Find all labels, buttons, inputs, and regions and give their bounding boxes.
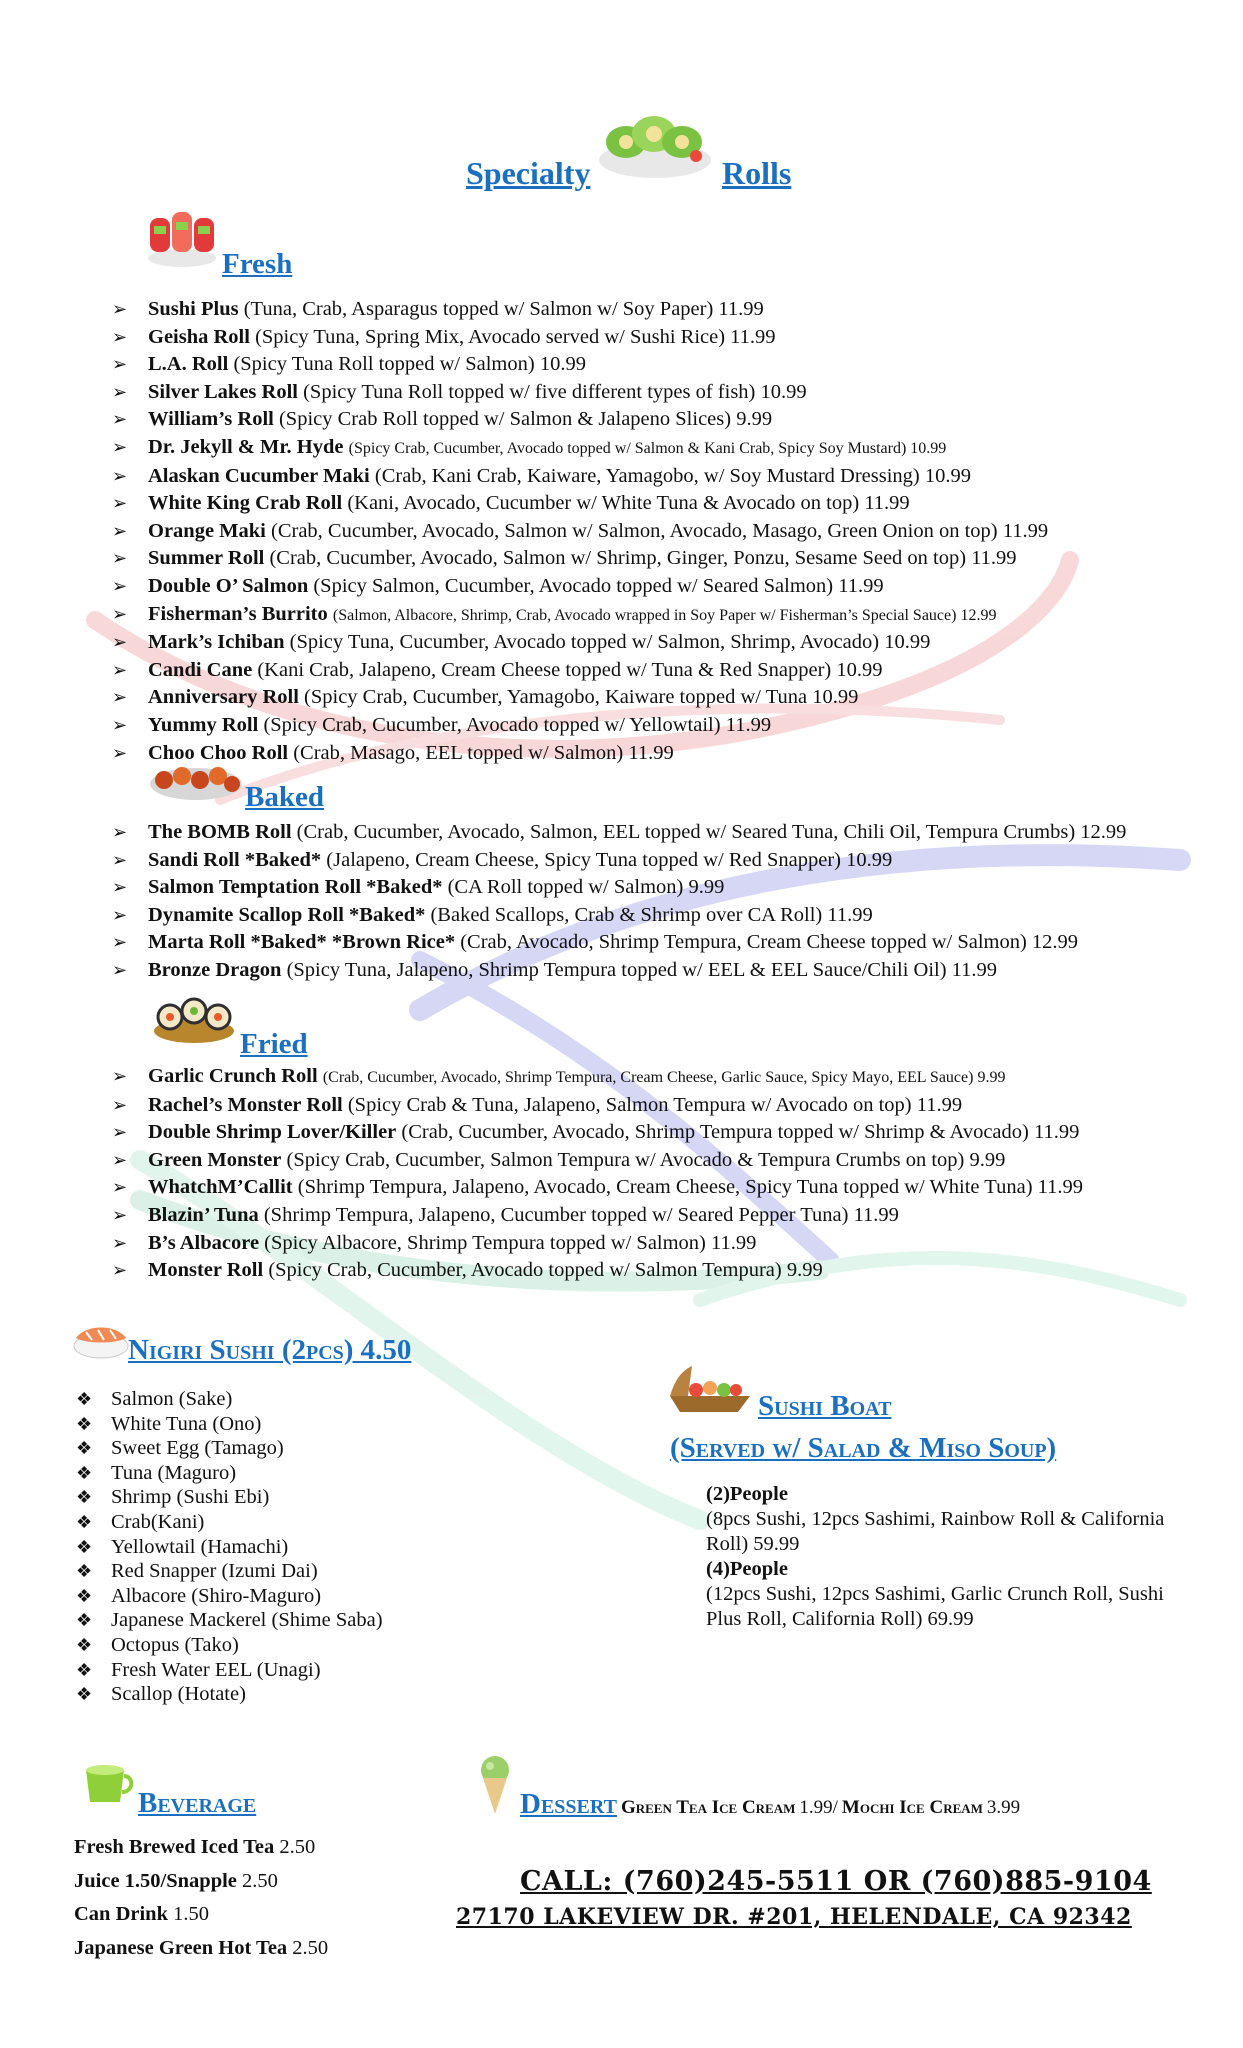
menu-item-description: (Spicy Crab, Cucumber, Avocado topped w/ Yellowtail) 11.99 <box>263 713 772 736</box>
nigiri-item-label: Fresh Water EEL (Unagi) <box>111 1658 321 1681</box>
menu-item <box>112 874 1126 902</box>
arrow-bullet-icon: ➢ <box>112 465 128 486</box>
menu-item <box>112 463 1048 491</box>
menu-item-name: WhatchM’Callit <box>148 1176 293 1199</box>
nigiri-item-label: Red Snapper (Izumi Dai) <box>111 1560 318 1583</box>
menu-item-description: (Jalapeno, Cream Cheese, Spicy Tuna topped w/ Red Snapper) 10.99 <box>326 848 893 871</box>
nigiri-item <box>74 1559 383 1584</box>
dessert-line <box>520 1790 1020 1819</box>
dessert-item-2-name: Mochi Ice Cream <box>841 1797 983 1818</box>
menu-item-description: (Spicy Crab, Cucumber, Avocado topped w/ Salmon & Kani Crab, Spicy Soy Mustard) 10.99 <box>348 439 947 457</box>
menu-item <box>112 957 1126 985</box>
menu-item-description: (Shrimp Tempura, Jalapeno, Cucumber topped w/ Seared Pepper Tuna) 11.99 <box>263 1203 899 1226</box>
menu-item-description: (Spicy Tuna Roll topped w/ Salmon) 10.99 <box>233 353 586 376</box>
menu-item <box>112 573 1048 601</box>
diamond-bullet-icon: ❖ <box>76 1610 93 1631</box>
arrow-bullet-icon: ➢ <box>112 493 128 514</box>
menu-item-name: Sushi Plus <box>148 298 239 320</box>
arrow-bullet-icon: ➢ <box>112 1260 128 1281</box>
beverage-list <box>74 1831 328 1965</box>
arrow-bullet-icon: ➢ <box>112 687 128 708</box>
baked-roll-icon <box>148 756 244 802</box>
menu-item <box>112 1257 1083 1285</box>
diamond-bullet-icon: ❖ <box>76 1438 93 1459</box>
menu-item-name: Marta Roll *Baked* *Brown Rice* <box>148 931 456 954</box>
menu-item <box>112 351 1048 379</box>
menu-item-description: (Crab, Avocado, Shrimp Tempura, Cream Cheese topped w/ Salmon) 12.99 <box>460 931 1079 954</box>
menu-item <box>112 1174 1083 1202</box>
menu-item <box>112 684 1048 712</box>
nigiri-item <box>74 1485 383 1510</box>
menu-item-name: Green Monster <box>148 1148 282 1171</box>
dessert-item-2-price: 3.99 <box>986 1797 1021 1818</box>
contact-phone: CALL: (760)245-5511 OR (760)885-9104 <box>520 1866 1152 1897</box>
arrow-bullet-icon: ➢ <box>112 299 128 319</box>
beverage-item <box>74 1831 328 1865</box>
diamond-bullet-icon: ❖ <box>76 1413 93 1434</box>
fresh-list <box>112 296 1048 767</box>
arrow-bullet-icon: ➢ <box>112 959 128 980</box>
menu-item-name: The BOMB Roll <box>148 821 292 843</box>
menu-item-description: (Spicy Crab, Cucumber, Salmon Tempura w/ Avocado & Tempura Crumbs on top) 9.99 <box>286 1148 1006 1171</box>
menu-item-description: (Spicy Tuna, Spring Mix, Avocado served w/ Sushi Rice) 11.99 <box>255 325 776 348</box>
menu-item-description: (Salmon, Albacore, Shrimp, Crab, Avocado wrapped in Soy Paper w/ Fisherman’s Special Sauce) 12.99 <box>332 606 997 624</box>
beverage-item <box>74 1932 328 1966</box>
menu-item <box>112 712 1048 740</box>
diamond-bullet-icon: ❖ <box>76 1487 93 1508</box>
menu-item-name: Yummy Roll <box>148 713 259 736</box>
nigiri-item <box>74 1682 383 1707</box>
menu-item-name: Monster Roll <box>148 1259 264 1282</box>
nigiri-item <box>74 1658 383 1683</box>
menu-item-description: (Crab, Cucumber, Avocado, Shrimp Tempura topped w/ Shrimp & Avocado) 11.99 <box>401 1121 1080 1144</box>
baked-heading: Baked <box>245 781 324 813</box>
diamond-bullet-icon: ❖ <box>76 1561 93 1582</box>
menu-item-name: Garlic Crunch Roll <box>148 1065 318 1087</box>
diamond-bullet-icon: ❖ <box>76 1684 93 1705</box>
contact-address: 27170 LAKEVIEW DR. #201, HELENDALE, CA 92342 <box>456 1904 1132 1930</box>
diamond-bullet-icon: ❖ <box>76 1389 93 1409</box>
menu-item-description: (Spicy Crab Roll topped w/ Salmon & Jalapeno Slices) 9.99 <box>278 408 773 431</box>
nigiri-item-label: Octopus (Tako) <box>111 1633 239 1656</box>
arrow-bullet-icon: ➢ <box>112 714 128 735</box>
menu-item <box>112 1147 1083 1175</box>
nigiri-item <box>74 1584 383 1609</box>
arrow-bullet-icon: ➢ <box>112 520 128 541</box>
beverage-item-price: 2.50 <box>279 1836 316 1858</box>
nigiri-item <box>74 1461 383 1486</box>
menu-item-name: Sandi Roll *Baked* <box>148 848 322 871</box>
menu-item-name: Mark’s Ichiban <box>148 631 285 654</box>
menu-item <box>112 490 1048 518</box>
menu-item-description: (Spicy Tuna, Jalapeno, Shrimp Tempura topped w/ EEL & EEL Sauce/Chili Oil) 11.99 <box>286 958 998 981</box>
diamond-bullet-icon: ❖ <box>76 1659 93 1680</box>
menu-item-description: (Crab, Kani Crab, Kaiware, Yamagobo, w/ Soy Mustard Dressing) 10.99 <box>374 464 971 487</box>
beverage-item-price: 2.50 <box>242 1869 278 1892</box>
menu-item <box>112 406 1048 434</box>
boat-option-4-desc: (12pcs Sushi, 12pcs Sashimi, Garlic Crunch Roll, Sushi Plus Roll, California Roll) 69.99 <box>706 1583 1164 1630</box>
menu-item-name: Orange Maki <box>148 519 266 542</box>
menu-item-name: Double O’ Salmon <box>148 574 309 597</box>
beverage-item-name: Fresh Brewed Iced Tea <box>74 1836 275 1858</box>
fried-roll-icon <box>152 985 236 1047</box>
beverage-item-price: 1.50 <box>173 1903 209 1925</box>
menu-item-name: Fisherman’s Burrito <box>148 602 328 625</box>
arrow-bullet-icon: ➢ <box>112 742 128 763</box>
dessert-item-1-price: 1.99/ <box>799 1797 838 1818</box>
menu-item-description: (Crab, Cucumber, Avocado, Salmon w/ Salmon, Avocado, Masago, Green Onion on top) 11.99 <box>271 519 1049 542</box>
arrow-bullet-icon: ➢ <box>112 1177 128 1198</box>
arrow-bullet-icon: ➢ <box>112 632 128 653</box>
menu-item-name: Anniversary Roll <box>148 686 299 709</box>
menu-item-name: Blazin’ Tuna <box>148 1203 259 1226</box>
arrow-bullet-icon: ➢ <box>112 1204 128 1225</box>
dessert-heading: Dessert <box>520 1788 617 1820</box>
arrow-bullet-icon: ➢ <box>112 548 128 569</box>
beverage-item-price: 2.50 <box>292 1936 329 1959</box>
diamond-bullet-icon: ❖ <box>76 1634 93 1655</box>
menu-item-name: Dynamite Scallop Roll *Baked* <box>148 903 426 926</box>
arrow-bullet-icon: ➢ <box>112 659 128 680</box>
menu-item <box>112 379 1048 407</box>
arrow-bullet-icon: ➢ <box>112 849 128 870</box>
sushi-boat-icon <box>666 1356 754 1418</box>
menu-item <box>112 1063 1083 1092</box>
menu-item-name: Summer Roll <box>148 547 265 570</box>
fresh-heading: Fresh <box>222 248 293 280</box>
nigiri-heading: Nigiri Sushi (2pcs) 4.50 <box>128 1334 412 1366</box>
fried-list <box>112 1063 1083 1285</box>
menu-item <box>112 296 1048 324</box>
menu-item <box>112 1119 1083 1147</box>
menu-item <box>112 1202 1083 1230</box>
arrow-bullet-icon: ➢ <box>112 326 128 347</box>
nigiri-item-label: Japanese Mackerel (Shime Saba) <box>111 1609 383 1632</box>
baked-list <box>112 819 1126 985</box>
arrow-bullet-icon: ➢ <box>112 1149 128 1170</box>
menu-item-description: (CA Roll topped w/ Salmon) 9.99 <box>447 876 725 899</box>
menu-item <box>112 1230 1083 1258</box>
boat-option-4-people: (4)People <box>706 1558 788 1580</box>
menu-item-name: Double Shrimp Lover/Killer <box>148 1121 397 1144</box>
menu-item <box>112 629 1048 657</box>
nigiri-item-label: Crab(Kani) <box>111 1510 205 1533</box>
sushi-boat-options <box>706 1482 1176 1632</box>
dessert-item-1-name: Green Tea Ice Cream <box>620 1797 796 1818</box>
arrow-bullet-icon: ➢ <box>112 822 128 842</box>
menu-item-name: Candi Cane <box>148 658 253 681</box>
menu-item-description: (Spicy Crab & Tuna, Jalapeno, Salmon Tempura w/ Avocado on top) 11.99 <box>347 1093 963 1116</box>
nigiri-item <box>74 1412 383 1437</box>
menu-item-description: (Kani, Avocado, Cucumber w/ White Tuna & Avocado on top) 11.99 <box>347 492 910 515</box>
menu-item <box>112 929 1126 957</box>
menu-item-name: Choo Choo Roll <box>148 741 289 764</box>
arrow-bullet-icon: ➢ <box>112 575 128 596</box>
beverage-item-name: Can Drink <box>74 1903 168 1925</box>
fried-heading: Fried <box>240 1028 308 1060</box>
menu-item-description: (Kani Crab, Jalapeno, Cream Cheese topped w/ Tuna & Red Snapper) 10.99 <box>257 658 883 681</box>
menu-item-description: (Baked Scallops, Crab & Shrimp over CA Roll) 11.99 <box>430 903 873 926</box>
arrow-bullet-icon: ➢ <box>112 904 128 925</box>
green-tea-cup-icon <box>80 1760 136 1808</box>
menu-item-description: (Spicy Tuna, Cucumber, Avocado topped w/ Salmon, Shrimp, Avocado) 10.99 <box>289 631 931 654</box>
nigiri-icon <box>72 1318 130 1360</box>
nigiri-item <box>74 1436 383 1461</box>
menu-item-name: B’s Albacore <box>148 1231 260 1254</box>
nigiri-item-label: Scallop (Hotate) <box>111 1683 246 1706</box>
menu-item <box>112 819 1126 847</box>
menu-item-name: William’s Roll <box>148 408 274 431</box>
nigiri-item <box>74 1633 383 1658</box>
menu-item <box>112 324 1048 352</box>
menu-item-description: (Spicy Tuna Roll topped w/ five different types of fish) 10.99 <box>303 380 807 403</box>
nigiri-item-label: Tuna (Maguro) <box>111 1461 237 1484</box>
arrow-bullet-icon: ➢ <box>112 932 128 953</box>
nigiri-item-label: Salmon (Sake) <box>111 1388 233 1410</box>
menu-item <box>112 657 1048 685</box>
nigiri-item <box>74 1608 383 1633</box>
arrow-bullet-icon: ➢ <box>112 436 128 457</box>
arrow-bullet-icon: ➢ <box>112 1122 128 1143</box>
menu-item <box>112 740 1048 768</box>
menu-item-description: (Crab, Masago, EEL topped w/ Salmon) 11.99 <box>293 741 674 764</box>
menu-item <box>112 434 1048 463</box>
diamond-bullet-icon: ❖ <box>76 1511 93 1532</box>
title-rolls: Rolls <box>722 155 792 191</box>
menu-item <box>112 518 1048 546</box>
menu-item-description: (Crab, Cucumber, Avocado, Salmon, EEL topped w/ Seared Tuna, Chili Oil, Tempura Crumbs) 12.99 <box>296 821 1127 843</box>
ice-cream-icon <box>478 1752 512 1818</box>
menu-item <box>112 545 1048 573</box>
arrow-bullet-icon: ➢ <box>112 603 128 624</box>
beverage-item-name: Juice 1.50/Snapple <box>74 1869 237 1892</box>
nigiri-item-label: Yellowtail (Hamachi) <box>111 1535 289 1558</box>
menu-item-description: (Spicy Albacore, Shrimp Tempura topped w/ Salmon) 11.99 <box>264 1231 757 1254</box>
menu-item-description: (Spicy Crab, Cucumber, Avocado topped w/ Salmon Tempura) 9.99 <box>268 1259 823 1282</box>
menu-item-description: (Spicy Salmon, Cucumber, Avocado topped w/ Seared Salmon) 11.99 <box>313 574 884 597</box>
fresh-roll-icon <box>144 200 220 270</box>
menu-item-name: Alaskan Cucumber Maki <box>148 464 370 487</box>
menu-item-name: Bronze Dragon <box>148 958 282 981</box>
sushi-boat-subheading: (Served w/ Salad & Miso Soup) <box>670 1432 1057 1464</box>
menu-item-description: (Spicy Crab, Cucumber, Yamagobo, Kaiware topped w/ Tuna 10.99 <box>304 686 859 709</box>
menu-item-name: Silver Lakes Roll <box>148 380 298 403</box>
arrow-bullet-icon: ➢ <box>112 877 128 898</box>
nigiri-item-label: Albacore (Shiro-Maguro) <box>111 1584 322 1607</box>
arrow-bullet-icon: ➢ <box>112 1066 128 1086</box>
menu-item <box>112 1092 1083 1120</box>
menu-item-description: (Shrimp Tempura, Jalapeno, Avocado, Cream Cheese, Spicy Tuna topped w/ White Tuna) 11.99 <box>297 1176 1084 1199</box>
boat-option-2-desc: (8pcs Sushi, 12pcs Sashimi, Rainbow Roll & California Roll) 59.99 <box>706 1508 1165 1555</box>
menu-item-name: Geisha Roll <box>148 325 250 348</box>
nigiri-item-label: Sweet Egg (Tamago) <box>111 1437 284 1460</box>
boat-option-2-people: (2)People <box>706 1483 788 1505</box>
menu-item-name: Salmon Temptation Roll *Baked* <box>148 876 443 899</box>
menu-item-name: L.A. Roll <box>148 353 229 376</box>
beverage-heading: Beverage <box>138 1787 257 1819</box>
menu-item-description: (Crab, Cucumber, Avocado, Shrimp Tempura, Cream Cheese, Garlic Sauce, Spicy Mayo, EEL Sauce) 9.99 <box>322 1069 1006 1086</box>
diamond-bullet-icon: ❖ <box>76 1585 93 1606</box>
menu-item-description: (Crab, Cucumber, Avocado, Salmon w/ Shrimp, Ginger, Ponzu, Sesame Seed on top) 11.99 <box>269 547 1017 570</box>
menu-item-description: (Tuna, Crab, Asparagus topped w/ Salmon w/ Soy Paper) 11.99 <box>243 298 764 320</box>
beverage-item-name: Japanese Green Hot Tea <box>74 1936 288 1959</box>
diamond-bullet-icon: ❖ <box>76 1462 93 1483</box>
nigiri-item-label: White Tuna (Ono) <box>111 1412 262 1435</box>
nigiri-item <box>74 1387 383 1412</box>
arrow-bullet-icon: ➢ <box>112 381 128 402</box>
arrow-bullet-icon: ➢ <box>112 1232 128 1253</box>
nigiri-item-label: Shrimp (Sushi Ebi) <box>111 1486 270 1509</box>
menu-item-name: White King Crab Roll <box>148 492 343 515</box>
nigiri-list <box>74 1387 383 1707</box>
beverage-item <box>74 1898 328 1932</box>
menu-item-name: Dr. Jekyll & Mr. Hyde <box>148 435 344 458</box>
arrow-bullet-icon: ➢ <box>112 354 128 375</box>
menu-item <box>112 902 1126 930</box>
menu-item <box>112 601 1048 630</box>
diamond-bullet-icon: ❖ <box>76 1536 93 1557</box>
title-specialty: Specialty <box>466 155 591 191</box>
arrow-bullet-icon: ➢ <box>112 1094 128 1115</box>
nigiri-item <box>74 1535 383 1560</box>
menu-item-name: Rachel’s Monster Roll <box>148 1093 343 1116</box>
beverage-item <box>74 1865 328 1899</box>
sushi-platter-icon <box>596 98 714 184</box>
menu-item <box>112 847 1126 875</box>
sushi-boat-heading: Sushi Boat <box>758 1390 892 1422</box>
nigiri-item <box>74 1510 383 1535</box>
arrow-bullet-icon: ➢ <box>112 409 128 430</box>
